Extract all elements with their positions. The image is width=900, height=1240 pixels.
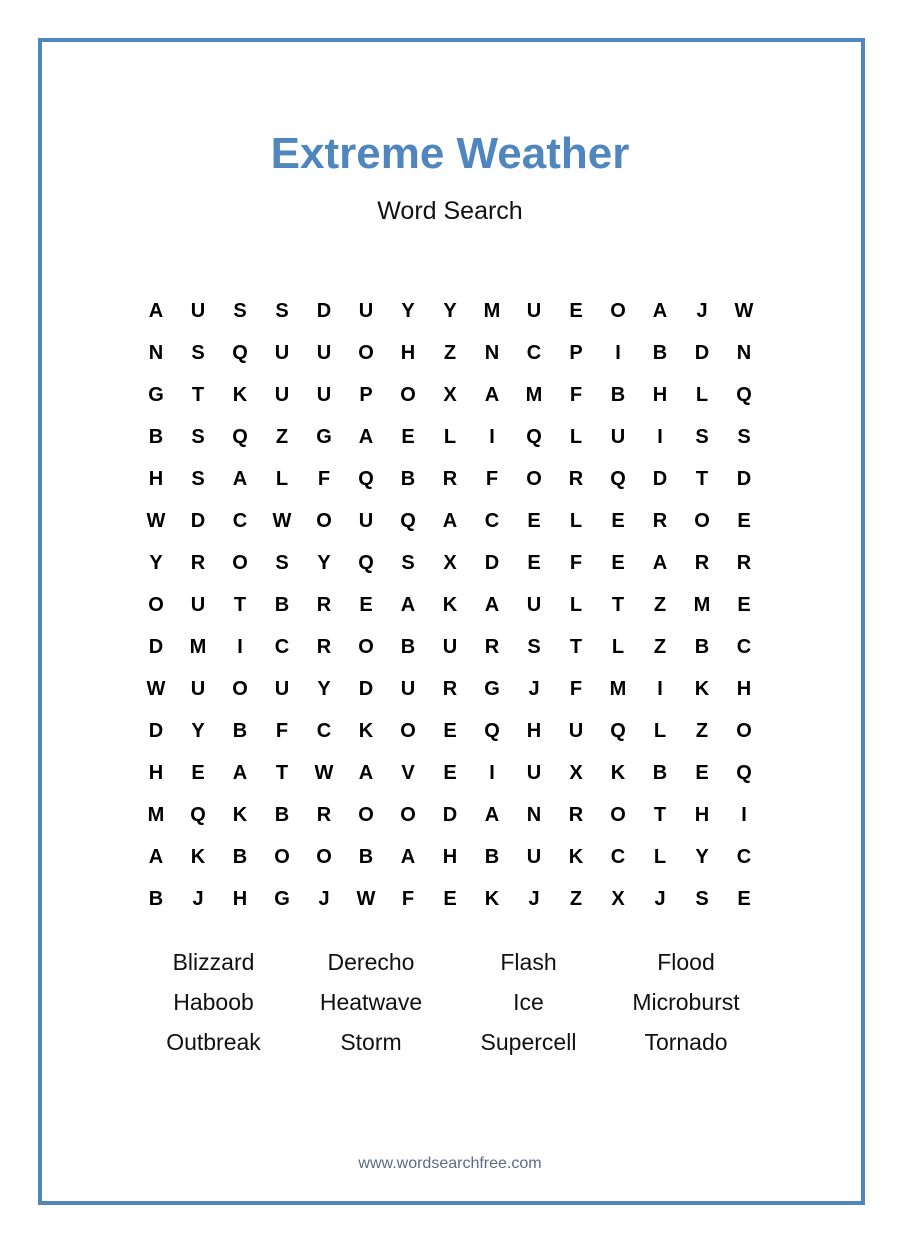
grid-letter[interactable]: B [232, 719, 248, 742]
grid-letter[interactable]: N [736, 341, 752, 364]
grid-letter[interactable]: K [484, 887, 500, 910]
grid-letter[interactable]: A [484, 803, 500, 826]
grid-letter[interactable]: H [526, 719, 542, 742]
grid-letter[interactable]: H [442, 845, 458, 868]
grid-letter[interactable]: T [653, 803, 667, 826]
grid-letter[interactable]: I [657, 677, 663, 700]
grid-letter[interactable]: T [233, 593, 247, 616]
grid-letter[interactable]: O [400, 719, 416, 742]
word-list-item: Blizzard [172, 948, 255, 975]
grid-letter[interactable]: M [189, 635, 207, 658]
grid-letter[interactable]: G [274, 887, 290, 910]
grid-letter[interactable]: P [359, 383, 373, 406]
word-list-item: Tornado [644, 1028, 728, 1055]
grid-letter[interactable]: A [652, 299, 668, 322]
grid-letter[interactable]: K [442, 593, 458, 616]
grid-letter[interactable]: U [316, 383, 332, 406]
grid-letter[interactable]: L [695, 383, 709, 406]
grid-letter[interactable]: Z [653, 635, 667, 658]
word-list-item: Heatwave [319, 988, 423, 1015]
grid-letter[interactable]: N [484, 341, 500, 364]
page-title: Extreme Weather [270, 129, 630, 178]
grid-letter[interactable]: Q [358, 551, 374, 574]
grid-letter[interactable]: F [569, 677, 583, 700]
grid-letter[interactable]: Z [695, 719, 709, 742]
grid-letter[interactable]: S [233, 299, 247, 322]
grid-letter[interactable]: I [615, 341, 621, 364]
page-subtitle: Word Search [377, 197, 523, 225]
grid-letter[interactable]: O [358, 803, 374, 826]
grid-letter[interactable]: S [695, 887, 709, 910]
grid-letter[interactable]: W [356, 887, 376, 910]
grid-letter[interactable]: H [736, 677, 752, 700]
grid-letter[interactable]: L [653, 719, 667, 742]
grid-letter[interactable]: E [695, 761, 709, 784]
grid-letter[interactable]: Y [401, 299, 415, 322]
grid-letter[interactable]: D [736, 467, 752, 490]
grid-letter[interactable]: A [652, 551, 668, 574]
grid-letter[interactable]: R [316, 593, 332, 616]
grid-letter[interactable]: Q [358, 467, 374, 490]
grid-letter[interactable]: K [190, 845, 206, 868]
grid-letter[interactable]: S [191, 425, 205, 448]
grid-letter[interactable]: Q [232, 425, 248, 448]
grid-letter[interactable]: D [652, 467, 668, 490]
grid-letter[interactable]: J [318, 887, 330, 910]
grid-letter[interactable]: D [358, 677, 374, 700]
grid-letter[interactable]: B [400, 635, 416, 658]
grid-letter[interactable]: H [148, 761, 164, 784]
grid-letter[interactable]: C [274, 635, 290, 658]
grid-letter[interactable]: C [232, 509, 248, 532]
grid-letter[interactable]: Q [736, 383, 752, 406]
grid-letter[interactable]: A [484, 593, 500, 616]
grid-letter[interactable]: O [316, 509, 332, 532]
grid-letter[interactable]: L [611, 635, 625, 658]
grid-letter[interactable]: D [316, 299, 332, 322]
grid-letter[interactable]: M [525, 383, 543, 406]
grid-letter[interactable]: O [400, 383, 416, 406]
grid-letter[interactable]: H [694, 803, 710, 826]
grid-letter[interactable]: Q [610, 467, 626, 490]
grid-letter[interactable]: T [191, 383, 205, 406]
grid-letter[interactable]: N [148, 341, 164, 364]
grid-letter[interactable]: Q [232, 341, 248, 364]
grid-letter[interactable]: A [442, 509, 458, 532]
grid-letter[interactable]: G [316, 425, 332, 448]
grid-letter[interactable]: E [611, 551, 625, 574]
grid-letter[interactable]: V [401, 761, 415, 784]
grid-letter[interactable]: B [652, 761, 668, 784]
grid-letter[interactable]: F [401, 887, 415, 910]
grid-letter[interactable]: H [652, 383, 668, 406]
grid-letter[interactable]: I [237, 635, 243, 658]
grid-letter[interactable]: L [443, 425, 457, 448]
grid-letter[interactable]: O [148, 593, 164, 616]
grid-letter[interactable]: J [654, 887, 666, 910]
grid-letter[interactable]: H [148, 467, 164, 490]
grid-letter[interactable]: B [400, 467, 416, 490]
grid-letter[interactable]: R [190, 551, 206, 574]
grid-letter[interactable]: Q [484, 719, 500, 742]
grid-letter[interactable]: O [358, 635, 374, 658]
grid-letter[interactable]: B [694, 635, 710, 658]
grid-letter[interactable]: K [232, 383, 248, 406]
grid-letter[interactable]: U [358, 509, 374, 532]
grid-letter[interactable]: E [611, 509, 625, 532]
grid-letter[interactable]: T [611, 593, 625, 616]
grid-letter[interactable]: E [737, 593, 751, 616]
grid-letter[interactable]: A [148, 845, 164, 868]
grid-letter[interactable]: E [443, 761, 457, 784]
grid-letter[interactable]: K [232, 803, 248, 826]
grid-letter[interactable]: H [232, 887, 248, 910]
grid-letter[interactable]: O [316, 845, 332, 868]
grid-letter[interactable]: E [737, 509, 751, 532]
word-list-item: Haboob [173, 988, 254, 1015]
grid-letter[interactable]: X [569, 761, 583, 784]
grid-letter[interactable]: J [696, 299, 708, 322]
grid-letter[interactable]: D [694, 341, 710, 364]
grid-letter[interactable]: E [191, 761, 205, 784]
grid-letter[interactable]: Y [191, 719, 205, 742]
grid-letter[interactable]: L [653, 845, 667, 868]
grid-letter[interactable]: F [569, 383, 583, 406]
word-list [135, 942, 765, 1062]
grid-letter[interactable]: U [526, 761, 542, 784]
grid-letter[interactable]: U [190, 593, 206, 616]
grid-letter[interactable]: R [316, 803, 332, 826]
grid-letter[interactable]: Q [610, 719, 626, 742]
grid-letter[interactable]: M [483, 299, 501, 322]
grid-letter[interactable]: A [358, 761, 374, 784]
grid-letter[interactable]: P [569, 341, 583, 364]
grid-letter[interactable]: D [442, 803, 458, 826]
grid-letter[interactable]: U [190, 677, 206, 700]
grid-letter[interactable]: S [191, 467, 205, 490]
grid-letter[interactable]: W [734, 299, 754, 322]
letter-grid [135, 290, 765, 920]
word-list-item: Ice [513, 988, 544, 1015]
grid-letter[interactable]: U [526, 593, 542, 616]
grid-letter[interactable]: G [148, 383, 164, 406]
grid-letter[interactable]: U [358, 299, 374, 322]
word-list-item: Outbreak [166, 1028, 261, 1055]
grid-letter[interactable]: Y [443, 299, 457, 322]
footer-url[interactable]: www.wordsearchfree.com [358, 1155, 542, 1172]
grid-letter[interactable]: R [694, 551, 710, 574]
grid-letter[interactable]: U [274, 383, 290, 406]
grid-letter[interactable]: R [652, 509, 668, 532]
grid-letter[interactable]: Q [526, 425, 542, 448]
grid-letter[interactable]: U [526, 299, 542, 322]
grid-letter[interactable]: A [400, 593, 416, 616]
grid-letter[interactable]: E [443, 887, 457, 910]
grid-letter[interactable]: U [274, 341, 290, 364]
grid-letter[interactable]: R [442, 677, 458, 700]
grid-letter[interactable]: Y [317, 551, 331, 574]
grid-letter[interactable]: E [527, 509, 541, 532]
grid-letter[interactable]: B [148, 425, 164, 448]
grid-letter[interactable]: C [484, 509, 500, 532]
grid-letter[interactable]: L [569, 425, 583, 448]
grid-letter[interactable]: O [736, 719, 752, 742]
grid-letter[interactable]: U [526, 845, 542, 868]
grid-letter[interactable]: T [275, 761, 289, 784]
grid-letter[interactable]: X [443, 551, 457, 574]
grid-letter[interactable]: T [569, 635, 583, 658]
grid-letter[interactable]: R [442, 467, 458, 490]
grid-letter[interactable]: S [695, 425, 709, 448]
grid-letter[interactable]: A [400, 845, 416, 868]
grid-letter[interactable]: D [484, 551, 500, 574]
grid-letter[interactable]: A [232, 761, 248, 784]
grid-letter[interactable]: Q [400, 509, 416, 532]
grid-letter[interactable]: W [314, 761, 334, 784]
grid-letter[interactable]: U [610, 425, 626, 448]
grid-letter[interactable]: L [569, 593, 583, 616]
grid-letter[interactable]: S [737, 425, 751, 448]
grid-letter[interactable]: I [489, 761, 495, 784]
grid-letter[interactable]: U [400, 677, 416, 700]
grid-letter[interactable]: Z [275, 425, 289, 448]
grid-letter[interactable]: Q [736, 761, 752, 784]
grid-letter[interactable]: U [316, 341, 332, 364]
grid-letter[interactable]: J [528, 887, 540, 910]
grid-letter[interactable]: O [526, 467, 542, 490]
grid-letter[interactable]: B [484, 845, 500, 868]
grid-letter[interactable]: Z [569, 887, 583, 910]
grid-letter[interactable]: B [274, 803, 290, 826]
word-list-item: Storm [340, 1028, 402, 1055]
grid-letter[interactable]: W [146, 677, 166, 700]
grid-letter[interactable]: M [609, 677, 627, 700]
word-list-item: Supercell [480, 1028, 577, 1055]
grid-letter[interactable]: Q [190, 803, 206, 826]
grid-letter[interactable]: B [652, 341, 668, 364]
grid-letter[interactable]: B [274, 593, 290, 616]
grid-letter[interactable]: A [148, 299, 164, 322]
grid-letter[interactable]: I [741, 803, 747, 826]
grid-letter[interactable]: C [526, 341, 542, 364]
grid-letter[interactable]: R [316, 635, 332, 658]
grid-letter[interactable]: K [610, 761, 626, 784]
grid-letter[interactable]: X [611, 887, 625, 910]
grid-letter[interactable]: L [275, 467, 289, 490]
grid-letter[interactable]: S [275, 551, 289, 574]
grid-letter[interactable]: R [736, 551, 752, 574]
grid-letter[interactable]: S [527, 635, 541, 658]
grid-letter[interactable]: N [526, 803, 542, 826]
grid-letter[interactable]: J [192, 887, 204, 910]
grid-letter[interactable]: B [148, 887, 164, 910]
grid-letter[interactable]: K [568, 845, 584, 868]
grid-letter[interactable]: I [657, 425, 663, 448]
grid-letter[interactable]: Y [695, 845, 709, 868]
grid-letter[interactable]: C [736, 845, 752, 868]
grid-letter[interactable]: E [443, 719, 457, 742]
grid-letter[interactable]: S [191, 341, 205, 364]
grid-letter[interactable]: A [484, 383, 500, 406]
word-list-item: Microburst [632, 988, 740, 1015]
grid-letter[interactable]: O [232, 551, 248, 574]
grid-letter[interactable]: C [316, 719, 332, 742]
grid-letter[interactable]: Y [317, 677, 331, 700]
grid-letter[interactable]: O [610, 803, 626, 826]
grid-letter[interactable]: D [148, 719, 164, 742]
grid-letter[interactable]: B [358, 845, 374, 868]
grid-letter[interactable]: U [190, 299, 206, 322]
grid-letter[interactable]: F [485, 467, 499, 490]
grid-letter[interactable]: J [528, 677, 540, 700]
grid-letter[interactable]: R [484, 635, 500, 658]
grid-letter[interactable]: W [272, 509, 292, 532]
grid-letter[interactable]: Y [149, 551, 163, 574]
grid-letter[interactable]: W [146, 509, 166, 532]
grid-letter[interactable]: S [275, 299, 289, 322]
grid-letter[interactable]: E [737, 887, 751, 910]
grid-letter[interactable]: K [694, 677, 710, 700]
grid-letter[interactable]: O [400, 803, 416, 826]
grid-letter[interactable]: X [443, 383, 457, 406]
grid-letter[interactable]: E [401, 425, 415, 448]
grid-letter[interactable]: F [569, 551, 583, 574]
word-list-item: Derecho [327, 948, 415, 975]
grid-letter[interactable]: O [274, 845, 290, 868]
grid-letter[interactable]: I [489, 425, 495, 448]
grid-letter[interactable]: S [401, 551, 415, 574]
grid-letter[interactable]: L [569, 509, 583, 532]
grid-letter[interactable]: C [610, 845, 626, 868]
grid-letter[interactable]: A [232, 467, 248, 490]
grid-letter[interactable]: U [442, 635, 458, 658]
grid-letter[interactable]: O [610, 299, 626, 322]
word-list-item: Flood [657, 948, 715, 975]
grid-letter[interactable]: F [317, 467, 331, 490]
grid-letter[interactable]: D [148, 635, 164, 658]
grid-letter[interactable]: C [736, 635, 752, 658]
grid-letter[interactable]: F [275, 719, 289, 742]
grid-letter[interactable]: O [232, 677, 248, 700]
grid-letter[interactable]: Z [653, 593, 667, 616]
grid-letter[interactable]: K [358, 719, 374, 742]
grid-letter[interactable]: Z [443, 341, 457, 364]
grid-letter[interactable]: R [568, 467, 584, 490]
grid-letter[interactable]: G [484, 677, 500, 700]
grid-letter[interactable]: R [568, 803, 584, 826]
grid-letter[interactable]: M [693, 593, 711, 616]
grid-letter[interactable]: B [232, 845, 248, 868]
grid-letter[interactable]: E [527, 551, 541, 574]
grid-letter[interactable]: O [694, 509, 710, 532]
grid-letter[interactable]: M [147, 803, 165, 826]
grid-letter[interactable]: E [359, 593, 373, 616]
grid-letter[interactable]: B [610, 383, 626, 406]
grid-letter[interactable]: A [358, 425, 374, 448]
grid-letter[interactable]: U [568, 719, 584, 742]
grid-letter[interactable]: H [400, 341, 416, 364]
grid-letter[interactable]: E [569, 299, 583, 322]
grid-letter[interactable]: O [358, 341, 374, 364]
grid-letter[interactable]: T [695, 467, 709, 490]
grid-letter[interactable]: U [274, 677, 290, 700]
word-list-item: Flash [500, 948, 557, 975]
grid-letter[interactable]: D [190, 509, 206, 532]
